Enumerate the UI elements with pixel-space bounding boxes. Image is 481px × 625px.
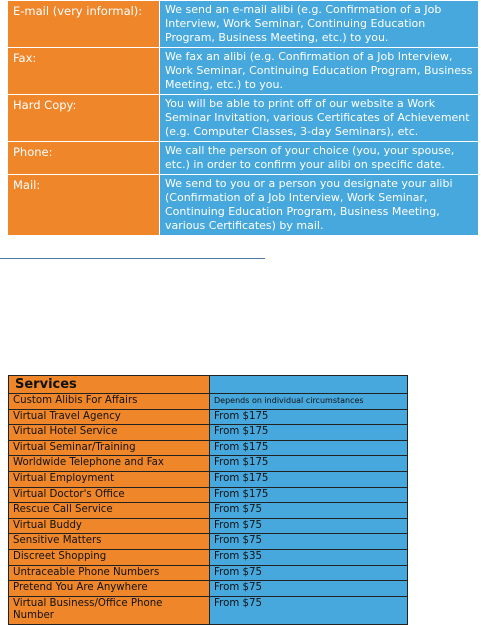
service-name: Custom Alibis For Affairs [9,394,210,410]
service-row [9,487,408,503]
service-row [9,394,408,410]
services-price-table [8,375,408,625]
service-name: Discreet Shopping [9,549,210,565]
service-price: From $175 [210,456,408,472]
delivery-methods-table [7,0,479,236]
method-row-fax [8,48,479,95]
service-price: From $35 [210,549,408,565]
service-row [9,549,408,565]
service-price: From $75 [210,581,408,597]
service-row [9,518,408,534]
service-name: Virtual Buddy [9,518,210,534]
service-name: Rescue Call Service [9,503,210,519]
service-name: Virtual Travel Agency [9,409,210,425]
service-price: From $75 [210,534,408,550]
service-name: Worldwide Telephone and Fax [9,456,210,472]
service-price: From $75 [210,503,408,519]
service-name: Pretend You Are Anywhere [9,581,210,597]
service-price: From $175 [210,487,408,503]
service-name: Virtual Hotel Service [9,425,210,441]
method-row-hard-copy [8,95,479,142]
service-name: Virtual Seminar/Training [9,440,210,456]
service-name: Virtual Doctor's Office [9,487,210,503]
method-description: You will be able to print off of our website a Work Seminar Invitation, various Certificates of Achievement (e.g. Computer Classes, 3-day Seminars), etc. [160,95,479,142]
services-heading: Services [9,376,210,394]
service-row [9,425,408,441]
service-name: Virtual Business/Office Phone Number [9,596,210,624]
service-row [9,440,408,456]
service-row [9,534,408,550]
service-price: Depends on individual circumstances [210,394,408,410]
method-label: Fax: [8,48,160,95]
service-name: Sensitive Matters [9,534,210,550]
method-row-mail [8,175,479,236]
method-label: Mail: [8,175,160,236]
method-description: We call the person of your choice (you, your spouse, etc.) in order to confirm your alibi on specific date. [160,142,479,175]
method-description: We send an e-mail alibi (e.g. Confirmation of a Job Interview, Work Seminar, Continuing Education Program, Business Meeting, etc.) to you. [160,1,479,48]
service-row [9,565,408,581]
service-price: From $175 [210,440,408,456]
service-price: From $75 [210,565,408,581]
service-price: From $175 [210,471,408,487]
service-row [9,596,408,624]
service-price: From $175 [210,409,408,425]
services-header-row [9,376,408,394]
service-name: Virtual Employment [9,471,210,487]
method-label: Phone: [8,142,160,175]
method-row-email [8,1,479,48]
service-row [9,456,408,472]
method-row-phone [8,142,479,175]
method-label: Hard Copy: [8,95,160,142]
service-row [9,581,408,597]
service-price: From $75 [210,518,408,534]
services-header-blank [210,376,408,394]
service-price: From $175 [210,425,408,441]
method-description: We send to you or a person you designate your alibi (Confirmation of a Job Interview, Work Seminar, Continuing Education Program, Business Meeting, various Certificates) by mail. [160,175,479,236]
service-row [9,471,408,487]
service-row [9,409,408,425]
method-description: We fax an alibi (e.g. Confirmation of a Job Interview, Work Seminar, Continuing Education Program, Business Meeting, etc.) to you. [160,48,479,95]
service-name: Untraceable Phone Numbers [9,565,210,581]
service-row [9,503,408,519]
horizontal-divider [0,258,265,259]
service-price: From $75 [210,596,408,624]
method-label: E-mail (very informal): [8,1,160,48]
